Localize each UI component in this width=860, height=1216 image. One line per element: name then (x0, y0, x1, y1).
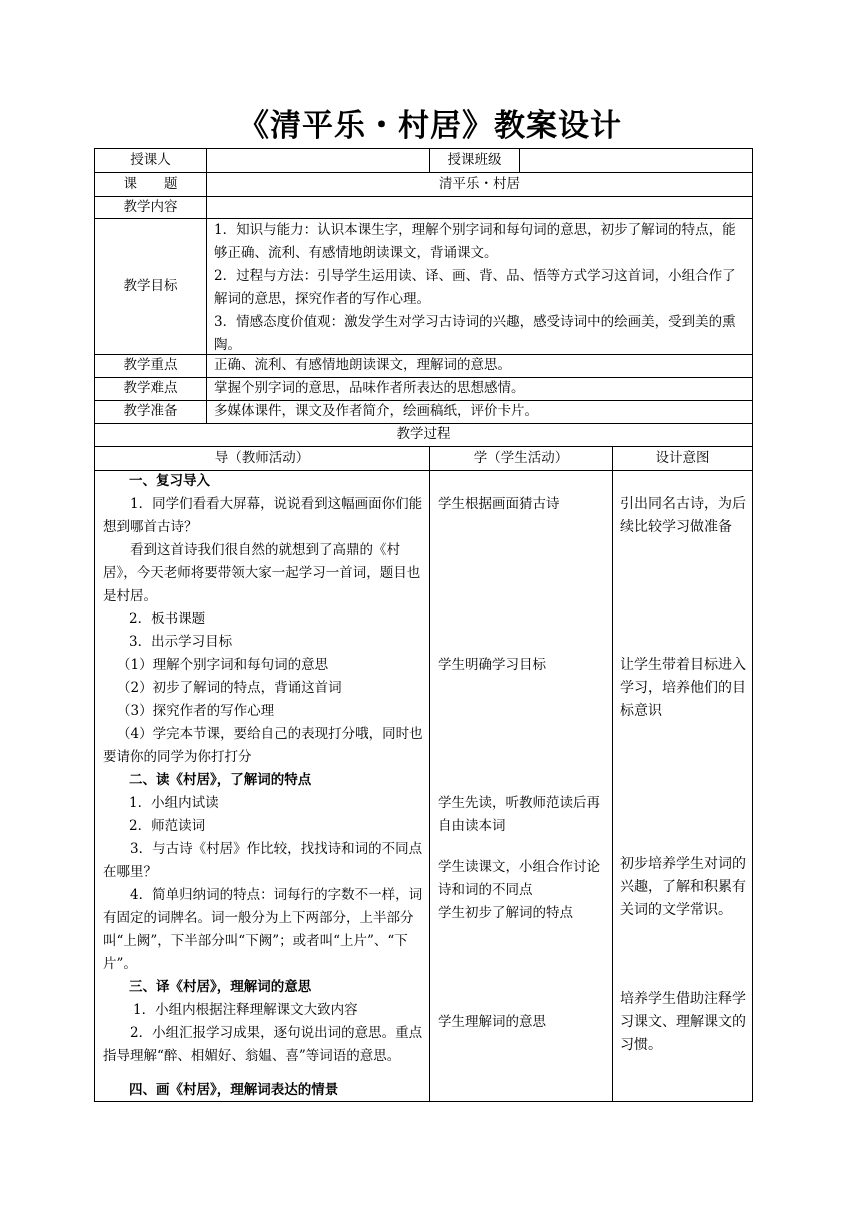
section-2-step-1: 1．小组内试读 (129, 795, 219, 811)
class-value-cell (519, 148, 753, 173)
student-activity-1: 学生根据画面猜古诗 (438, 496, 560, 512)
class-label: 授课班级 (447, 152, 502, 168)
teacher-value-cell (206, 148, 430, 173)
prep-value: 多媒体课件，课文及作者简介，绘画稿纸，评价卡片。 (214, 403, 538, 419)
section-1-goal-4: （4）学完本节课，要给自己的表现打分哦，同时也要请你的同学为你打打分 (103, 726, 423, 765)
student-activity-cell (429, 470, 613, 1102)
section-2-step-2: 2．师范读词 (129, 818, 206, 834)
difficult-value: 掌握个别字词的意思，品味作者所表达的思想感情。 (214, 380, 525, 396)
col-intent-header: 设计意图 (655, 450, 710, 466)
col-student-header: 学（学生活动） (473, 450, 569, 466)
key-value: 正确、流利、有感情地朗读课文，理解词的意思。 (214, 357, 511, 373)
student-activity-3: 学生先读，听教师范读后再自由读本词 (438, 795, 600, 834)
goals-label: 教学目标 (123, 278, 178, 294)
goal-attitude: 3．情感态度价值观：激发学生对学习古诗词的兴趣，感受诗词中的绘画美，受到美的熏陶。 (214, 314, 736, 353)
topic-value: 清平乐・村居 (439, 176, 520, 192)
goal-process: 2．过程与方法：引导学生运用读、译、画、背、品、悟等方式学习这首词，小组合作了解词的意思，探究作者的写作心理。 (214, 268, 736, 307)
goal-knowledge: 1．知识与能力：认识本课生字，理解个别字词和每句词的意思，初步了解词的特点，能够正确、流利、有感情地朗读课文，背诵课文。 (214, 222, 736, 261)
section-1-goals: 3．出示学习目标 (129, 634, 233, 650)
section-1-goal-3: （3）探究作者的写作心理 (117, 703, 275, 719)
section-1-title: 一、复习导入 (129, 473, 210, 489)
content-value-cell (206, 196, 753, 219)
difficult-label: 教学难点 (123, 380, 178, 396)
section-1-board: 2．板书课题 (129, 611, 206, 627)
student-activity-2: 学生明确学习目标 (438, 657, 546, 673)
content-label: 教学内容 (123, 199, 178, 215)
section-2-step-4: 4．简单归纳词的特点：词每行的字数不一样，词有固定的词牌名。词一般分为上下两部分，上半部分叫“上阙”，下半部分叫“下阙”；或者叫“上片”、“下片”。 (103, 887, 423, 972)
topic-label: 课 题 (123, 176, 178, 192)
section-1-question: 1．同学们看看大屏幕，说说看到这幅画面你们能想到哪首古诗？ (103, 496, 423, 535)
section-2-step-3: 3．与古诗《村居》作比较，找找诗和词的不同点在哪里？ (103, 841, 423, 880)
section-4-title: 四、画《村居》，理解词表达的情景 (129, 1082, 339, 1098)
section-3-step-2: 2．小组汇报学习成果，逐句说出词的意思。重点指导理解“醉、相媚好、翁媪、喜”等词语的意思。 (103, 1025, 423, 1064)
section-3-title: 三、译《村居》，理解词的意思 (129, 979, 312, 995)
student-activity-4: 学生读课文，小组合作讨论诗和词的不同点 (438, 859, 600, 898)
key-label: 教学重点 (123, 357, 178, 373)
intent-4: 培养学生借助注释学习课文、理解课文的习惯。 (620, 991, 746, 1053)
teacher-label: 授课人 (130, 152, 171, 168)
intent-1: 引出同名古诗，为后续比较学习做准备 (620, 496, 746, 535)
process-title: 教学过程 (396, 426, 451, 442)
student-activity-5: 学生初步了解词的特点 (438, 905, 573, 921)
section-1-goal-1: （1）理解个别字词和每句词的意思 (117, 657, 329, 673)
section-1-goal-2: （2）初步了解词的特点，背诵这首词 (117, 680, 342, 696)
page-title: 《清平乐・村居》教案设计 (238, 108, 622, 144)
student-activity-6: 学生理解词的意思 (438, 1014, 546, 1030)
intent-2: 让学生带着目标进入学习，培养他们的目标意识 (620, 657, 746, 719)
section-2-title: 二、读《村居》，了解词的特点 (129, 772, 312, 788)
intent-3: 初步培养学生对词的兴趣，了解和积累有关词的文学常识。 (620, 856, 746, 918)
prep-label: 教学准备 (123, 403, 178, 419)
section-3-step-1: 1．小组内根据注释理解课文大致内容 (133, 1002, 358, 1018)
section-1-intro: 看到这首诗我们很自然的就想到了高鼎的《村居》，今天老师将要带领大家一起学习一首词，题目也是村居。 (103, 542, 421, 604)
col-teacher-header: 导（教师活动） (214, 450, 310, 466)
